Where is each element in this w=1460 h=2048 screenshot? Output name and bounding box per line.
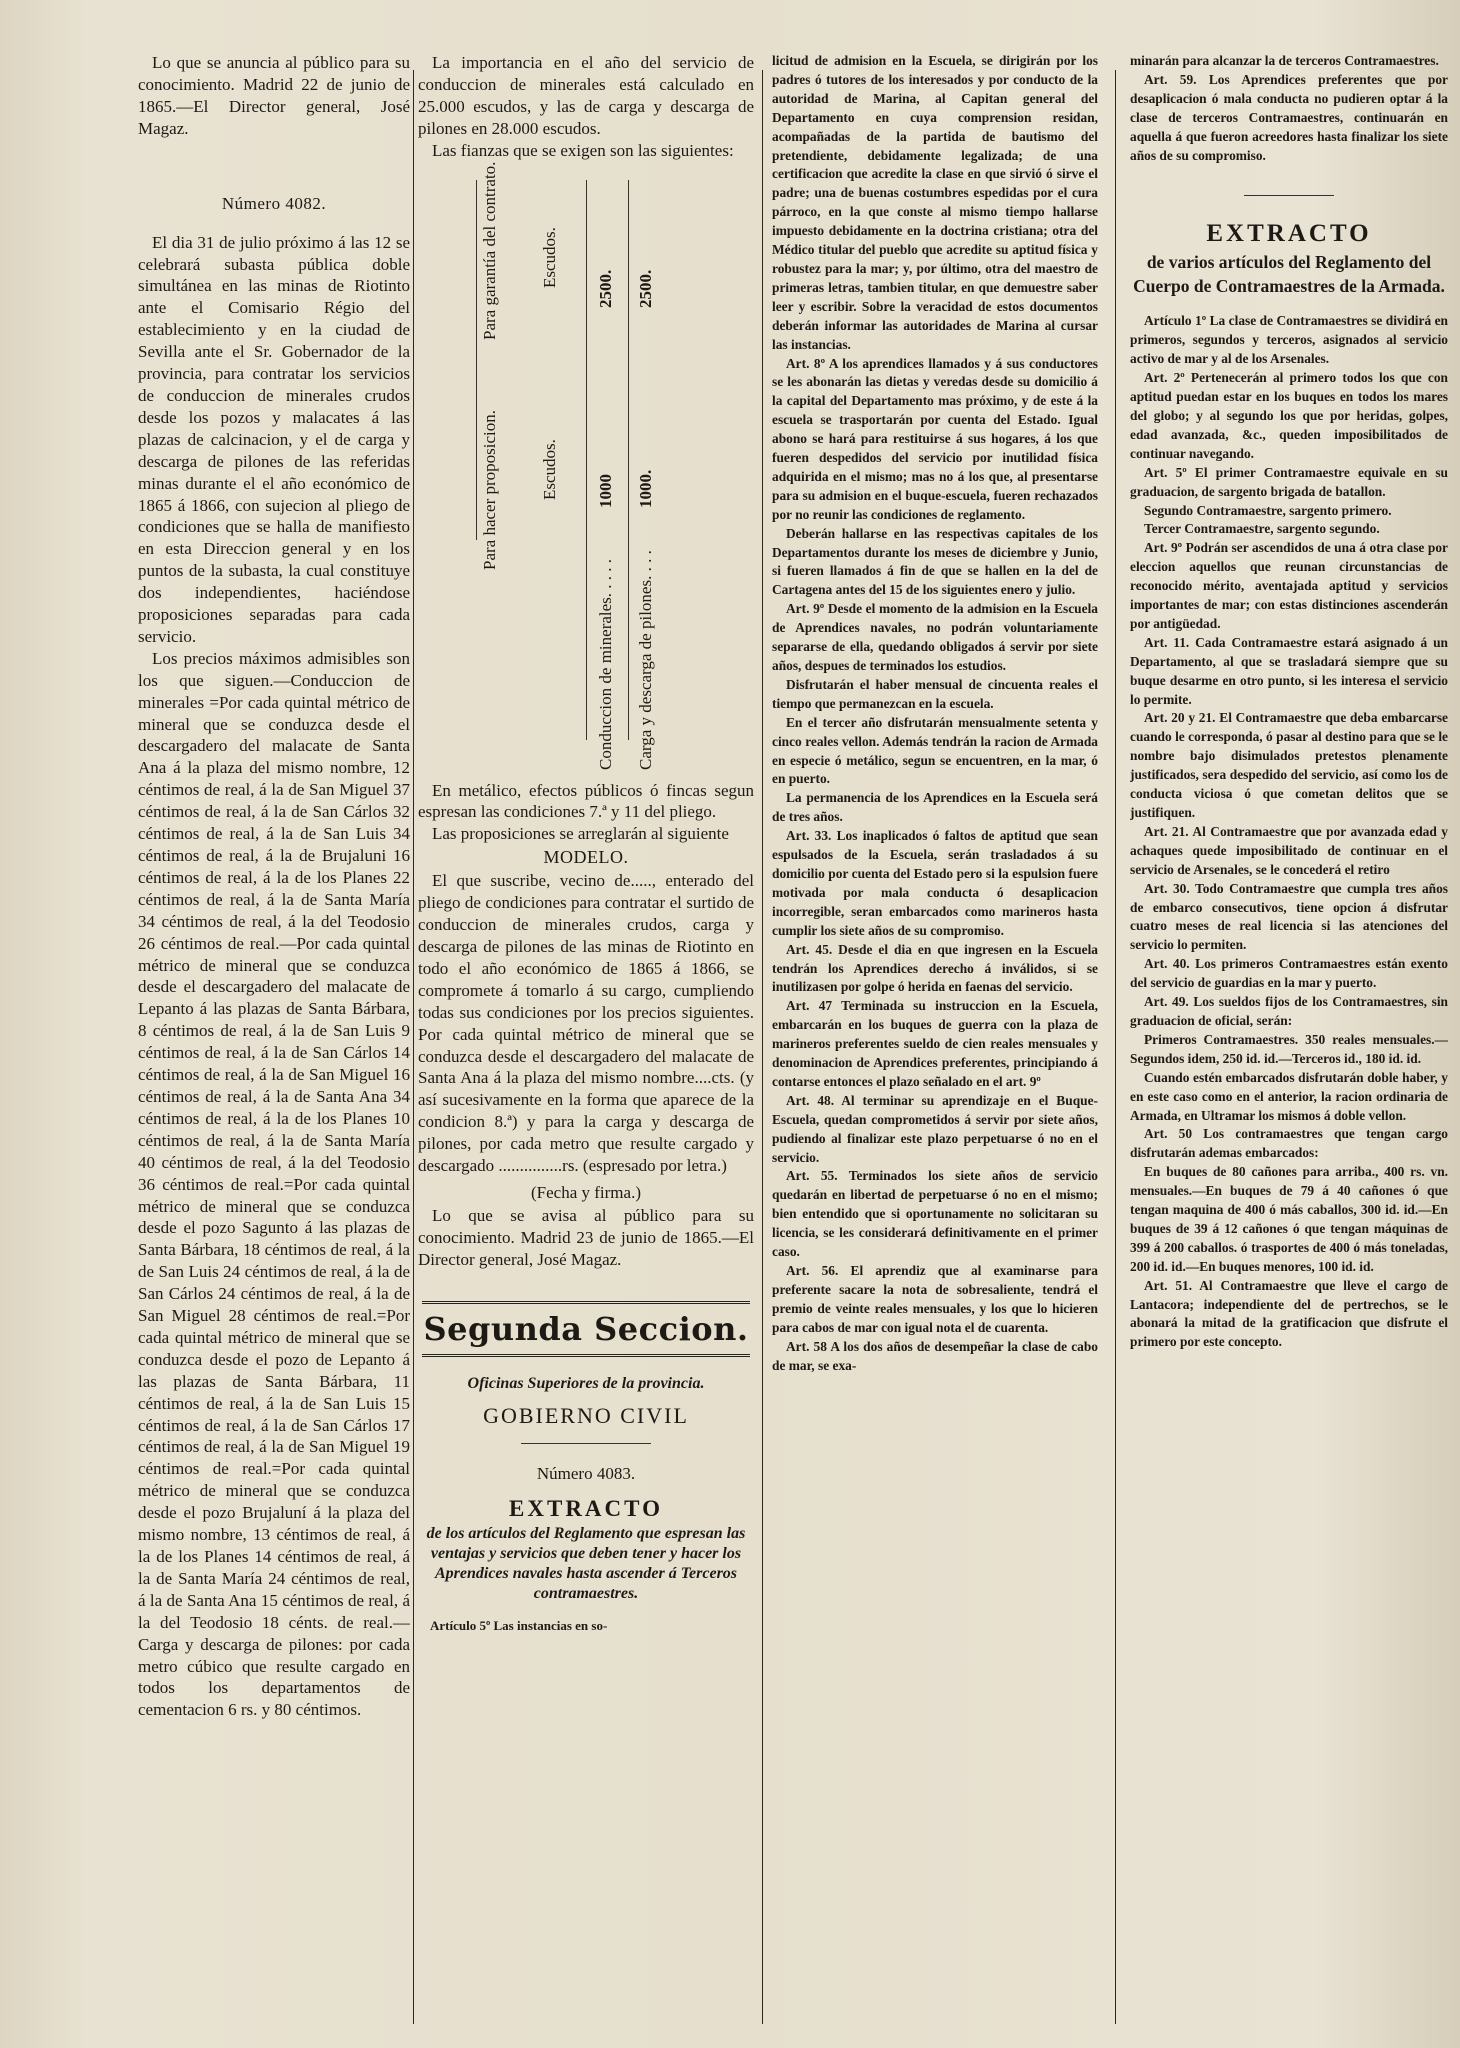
article-start: Artículo 5º Las instancias en so- [430,1617,608,1633]
article: Primeros Contramaestres. 350 reales mensuales.—Segundos idem, 250 id. id.—Terceros id., 180 id. id. [1130,1031,1448,1066]
paragraph: Disfrutarán el haber mensual de cincuenta reales el tiempo que permanezcan en la escuela. [772,676,1098,711]
date-signature: (Fecha y firma.) [531,1182,641,1202]
bonds-intro: Las fianzas que se exigen son las siguientes: [432,140,734,160]
article: En buques de 80 cañones para arriba., 400 rs. vn. mensuales.—En buques de 79 á 40 cañones ó que tengan maquina de 400 ó más caballos, 300 id. id.—En buques de 39 á 12 cañones ó que tengan máquinas de 399 á 200 caballos. ó trasportes de 400 ó más toneladas, 200 id. id.—En buques menores, 100 id. id. [1130,1164,1448,1274]
bonds-table [418,161,754,770]
guarantee-value-1: 2500. [596,269,615,308]
article: Artículo 1º La clase de Contramaestres se dividirá en primeros, segundos y terceros, asignados al servicio activo de mar y al de los Arsenales. [1130,313,1448,367]
civil-government-heading: GOBIERNO CIVIL [483,1402,689,1428]
proposal-value-2: 1000. [636,469,655,508]
extract-subheading: de varios artículos del Reglamento del Cuerpo de Contramaestres de la Armada. [1133,252,1445,297]
article: Art. 51. Al Contramaestre que lleve el cargo de Lantacora; independiente del de pertrechos, se le abonará la mitad de la gratificacion que disfrute el primero por este concepto. [1130,1277,1448,1350]
announcement-closing: Lo que se anuncia al público para su conocimiento. Madrid 22 de junio de 1865.—El Director general, José Magaz. [138,53,410,138]
extract-heading: EXTRACTO [509,1495,663,1521]
guarantee-value-2: 2500. [636,269,655,308]
article: Segundo Contramaestre, sargento primero. [1144,502,1392,518]
paragraph: minarán para alcanzar la de terceros Contramaestres. [1130,53,1439,68]
article: Art. 9º Podrán ser ascendidos de una á otra clase por eleccion aquellos que reunan circunstancias de reconocido mérito, aventajada aptitud y servicios importantes de mar; con estas distinciones ascenderán por antigüedad. [1130,540,1448,631]
section-title: Segunda Seccion. [423,1309,749,1348]
article: Art. 2º Pertenecerán al primero todos los que con aptitud puedan estar en los buques en todos los mares del globo; y al segundo los que por heridas, golpes, edad avanzada, &c., queden imposibilitados de continuar navegando. [1130,370,1448,461]
header-escudos-2: Escudos. [540,438,559,500]
proposal-value-1: 1000 [596,473,615,508]
max-prices-paragraph: Los precios máximos admisibles son los que siguen.—Conduccion de minerales =Por cada quintal métrico de mineral que se conduzca desde el descargadero del malacate de Santa Ana á la plaza del mismo nombre, 12 céntimos de real, á la de San Miguel 37 céntimos de real, á la de San Cárlos 32 céntimos de real, á la de San Luis 34 céntimos de real, á la de Brujaluni 16 céntimos de real, á la de los Planes 22 céntimos de real, á la de Santa María 34 céntimos de real, á la del Teodosio 26 céntimos de real.—Por cada quintal métrico de mineral que se conduzca desde el descargadero del malacate de Lepanto á las plazas de Santa Bárbara, 8 céntimos de real, á la de San Luis 9 céntimos de real, á la de San Cárlos 14 céntimos de real, á la de San Miguel 16 céntimos de real, á la de Santa Ana 34 céntimos de real, á la de los Planes 10 céntimos de real, á la de Santa María 40 céntimos de real, á la del Teodosio 36 céntimos de real.=Por cada quintal métrico de mineral que se conduzca desde el pozo Sagunto á las plazas de Santa Bárbara, 18 céntimos de real, á la de San Luis 24 céntimos de real, á la de San Cárlos 24 céntimos de real, á la de San Miguel 28 céntimos de real.=Por cada quintal métrico de mineral que se conduzca desde el pozo de Lepanto á las plazas de Santa Bárbara, 11 céntimos de real, á la de San Luis 15 céntimos de real, á la de San Cárlos 17 céntimos de real, á la de San Miguel 19 céntimos de real.=Por cada quintal métrico de mineral que se conduzca desde el pozo Brujaluní á la plaza del mismo nombre, 13 céntimos de real, á la de los Planes 14 céntimos de real, á la de Santa María 24 céntimos de real, á la de Santa Ana 15 céntimos de real, á la del Teodosio 18 cénts. de real.—Carga y descarga de pilones: por cada metro cúbico que resulte cargado en todos los departamentos de cementacion 6 rs. y 80 céntimos. [138,648,410,1720]
paragraph: Art. 55. Terminados los siete años de servicio quedarán en libertad de perpetuarse ó no en el mismo; bien entendido que si oportunamente no solicitaran su licencia, se les considerará definitivamente en el primer caso. [772,1168,1098,1260]
importance-paragraph: La importancia en el año del servicio de conduccion de minerales está calculado en 25.000 escudos, y las de carga y descarga de pilones en 28.000 escudos. [418,53,754,138]
paragraph: Art. 56. El aprendiz que al examinarse para preferente sacare la nota de sobresaliente, tendrá el premio de veinte reales mensuales, y los que lo hicieren para cabos de mar con igual nota el de cuarenta. [772,1263,1098,1335]
section-heading-box [422,1301,750,1357]
extract-subheading: de los artículos del Reglamento que espresan las ventajas y servicios que deben tener y hacer los Aprendices navales hasta ascender á Terceros contramaestres. [426,1524,746,1602]
metallic-paragraph: En metálico, efectos públicos ó fincas segun espresan las condiciones 7.ª y 11 del pliego. [418,780,754,822]
article: Art. 30. Todo Contramaestre que cumpla tres años de embarco consecutivos, tiene opcion á disfrutar cuatro meses de real licencia si las atenciones del servicio lo permiten. [1130,880,1448,953]
paragraph: Art. 48. Al terminar su aprendizaje en el Buque-Escuela, quedan comprometidos á servir por siete años, pudiendo al finalizar este plazo perpetuarse ó no en el servicio. [772,1092,1098,1165]
column-4 [1130,52,1448,1352]
header-proposal: Para hacer proposicion. [480,409,499,570]
paragraph: Art. 33. Los inaplicados ó faltos de aptitud que sean espulsados de la Escuela, serán trasladados á su domicilio por cuenta del Estado pero si la espulsion fuere motivada por mala conducta ó desaplicacion incorregible, seran embarcados como marineros hasta cumplir los siete años de su compromiso. [772,828,1098,938]
paragraph: Art. 58 A los dos años de desempeñar la clase de cabo de mar, se exa- [772,1338,1098,1373]
header-guarantee: Para garantía del contrato. [480,161,499,340]
notice-number: Número 4082. [221,193,327,213]
paragraph: Art. 8º A los aprendices llamados y á sus conductores se les abonarán las dietas y veredas desde su domicilio á la capital del Departamento mas próximo, y de este á la escuela se trasportarán por cuenta del Estado. Igual abono se hará para restituirse á sus hogares, á los que fueren despedidos del servicio por inutilidad física adquirida en el mismo; mas no á los que, al presentarse para su admision en el buque-escuela, fueren rechazados por no reunir las condiciones de reglamento. [772,355,1098,522]
auction-notice-paragraph: El dia 31 de julio próximo á las 12 se celebrará subasta pública doble simultánea en las minas de Riotinto ante el Comisario Régio del establecimiento y en la ciudad de Sevilla ante el Sr. Gobernador de la provincia, para contratar los servicios de conduccion de minerales crudos desde los pozos y malacates á las plazas de calcinacion, y el de carga y descarga de pilones de las referidas minas durante el el año económico de 1865 á 1866, con sujecion al pliego de condiciones que se halla de manifiesto en esta Direccion general y en los puntos de la subasta, la cual constituye dos independientes, haciéndose proposiciones separadas para cada servicio. [138,232,410,646]
article: Art. 11. Cada Contramaestre estará asignado á un Departamento, al que se trasladará siempre que su buque desarme en otro punto, si les interesa el servicio lo permite. [1130,634,1448,707]
article: Cuando estén embarcados disfrutarán doble haber, y en este caso como en el anterior, la racion ordinaria de Armada, en Ultramar los mismos á doble vellon. [1130,1069,1448,1123]
article: Art. 49. Los sueldos fijos de los Contramaestres, sin graduacion de oficial, serán: [1130,994,1448,1028]
paragraph: Art. 45. Desde el dia en que ingresen en la Escuela tendrán los Aprendices derecho á inválidos, si se inutilizasen por golpe ó herida en faenas del servicio. [772,941,1098,995]
notice-number-2: Número 4083. [536,1463,636,1483]
row-label-pilones: Carga y descarga de pilones. . . . [636,549,655,770]
column-rule-3 [1115,70,1116,2024]
divider [521,1443,651,1444]
column-rule-1 [413,70,414,2024]
article: Art. 40. Los primeros Contramaestres están exento del servicio de guardias en la mar y puerto. [1130,956,1448,991]
article: Art. 20 y 21. El Contramaestre que deba embarcarse cuando le corresponda, ó pasar al destino para que se le nombre bajo disimulados pretestos plenamente justificados, sera despedido del servicio, así como los de conducta viciosa ó que cometan delitos que se justifiquen. [1130,710,1448,820]
header-escudos-1: Escudos. [540,226,559,288]
proposals-paragraph: Las proposiciones se arreglarán al siguiente [432,824,729,844]
article: Tercer Contramaestre, sargento segundo. [1144,521,1380,537]
column-3 [772,52,1098,1375]
paragraph: Art. 9º Desde el momento de la admision en la Escuela de Aprendices navales, no podrán voluntariamente separarse de ella, quedando obligados á servir por siete años, despues de terminados los estudios. [772,601,1098,673]
article: Art. 21. Al Contramaestre que por avanzada edad y achaques quede imposibilitado de continuar en el servicio de Arsenales, se le concederá el retiro [1130,823,1448,877]
offices-heading: Oficinas Superiores de la provincia. [467,1374,705,1392]
model-heading: MODELO. [543,847,629,868]
notice-closing: Lo que se avisa al público para su conocimiento. Madrid 23 de junio de 1865.—El Director general, José Magaz. [418,1205,754,1269]
extract-heading: EXTRACTO [1206,220,1372,248]
article: Art. 5º El primer Contramaestre equivale en su graduacion, de sargento brigada de batallon. [1130,464,1448,499]
column-2 [418,52,754,1634]
column-rule-2 [762,70,763,2024]
article: Art. 50 Los contramaestres que tengan cargo disfrutarán ademas embarcados: [1130,1126,1448,1161]
paragraph: Deberán hallarse en las respectivas capitales de los Departamentos durante los meses de diciembre y Junio, si fueren llamados á fin de que se hallen en la del de Cartagena antes del 15 de los siguientes enero y julio. [772,525,1098,598]
model-text: El que suscribe, vecino de....., enterado del pliego de condiciones para contratar el surtido de conduccion de minerales crudos, carga y descarga de pilones de las minas de Riotinto en todo el año económico de 1865 á 1866, se compromete á tomarlo á su cargo, cumpliendo todas sus condiciones por los precios siguientes. Por cada quintal métrico de mineral que se conduzca desde el descargadero del malacate de Santa Ana á la plaza del mismo nombre....cts. (y así sucesivamente en la forma que aparece de la condicion 8.ª) y para la carga y descarga de pilones, por cada metro que resulte cargado y descargado ...............rs. (espresado por letra.) [418,871,754,1176]
paragraph: En el tercer año disfrutarán mensualmente setenta y cinco reales vellon. Además tendrán la racion de Armada en especie ó metálico, segun se encuentren, en la mar, ó en puerto. [772,714,1098,787]
column-1 [138,52,410,1721]
paragraph: Art. 47 Terminada su instruccion en la Escuela, embarcarán en los buques de guerra con la plaza de marineros preferentes sueldo de cien reales mensuales y denominacion de Aprendices preferentes, principiando á contarse entonces el plazo señalado en el art. 9º [772,998,1098,1089]
paragraph: La permanencia de los Aprendices en la Escuela será de tres años. [772,790,1098,825]
divider [1244,195,1334,196]
paragraph: Art. 59. Los Aprendices preferentes que por desaplicacion ó mala conducta no pudieren optar á la clase de terceros Contramaestres, continuarán en aquella á que fueron acreedores hasta finalizar los siete años de su compromiso. [1130,71,1448,163]
paragraph: licitud de admision en la Escuela, se dirigirán por los padres ó tutores de los interesados y por conducto de la autoridad de Marina, al Capitan general del Departamento en cuya comprension residan, acompañadas de la partida de bautismo del pretendiente, debidamente legalizada; de una certificacion que acredite la clase en que sirvió ó sirve el padre; una de buenas costumbres espedidas por el cura párroco, en la que conste al mismo tiempo hallarse impuesto debidamente en la doctrina cristiana; otra del Médico titular del pueblo que acredite su aptitud física y robustez para la mar; y, por último, otra del maestro de primeras letras, tambien titular, en que demuestre saber leer y escribir. Sobre la veracidad de estos documentos deberán informar las autoridades de Marina al cursar las instancias. [772,53,1098,352]
row-label-minerals: Conduccion de minerales. . . . . [596,558,615,770]
